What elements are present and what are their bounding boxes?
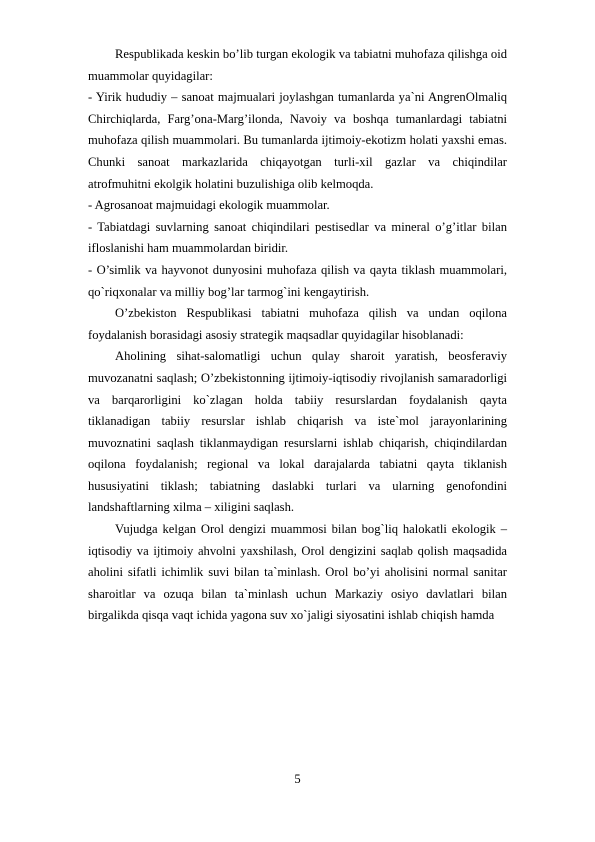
paragraph-3: - Agrosanoat majmuidagi ekologik muammolar. — [88, 198, 330, 213]
paragraph-6: O’zbekiston Respublikasi tabiatni muhofaza qilish va undan oqilona foydalanish borasidagi asosiy strategik maqsadlar quyidagilar hisoblanadi: — [88, 306, 507, 342]
paragraph-2: - Yirik hududiy – sanoat majmualari joylashgan tumanlarda ya`ni AngrenOlmaliq Chirchiqlarda, Farg’ona-Marg’ilonda, Navoiy va boshqa tumanlardagi tabiatni muhofaza qilish muammolari. Bu tumanlarda ijtimoiy-ekotizm holati yaxshi emas. Chunki sanoat markazlarida chiqayotgan turli-xil gazlar va chiqindilar atrofmuhitni ekolgik holatini buzulishiga olib kelmoqda. — [88, 90, 507, 191]
page-number: 5 — [294, 772, 301, 786]
paragraph-7: Aholining sihat-salomatligi uchun qulay sharoit yaratish, beosferaviy muvozanatni saqlash; O’zbekistonning ijtimoiy-iqtisodiy rivojlanish samaradorligi va barqarorligini ko`zlagan holda tabiiy resurslardan foydalanish qayta tiklanadigan tabiiy resurslar ishlab chiqarish va iste`mol jarayonlarining muvoznatini saqlash tiklanmaydigan resurslarni ishlab chiqarish, chiqindilardan oqilona foydalanish; regional va lokal darajalarda tabiatni qayta tiklanish hususiyatini tiklash; tabiatning daslabki turlari va ularning genofondini landshaftlarning xilma – xiligini saqlash. — [88, 349, 507, 515]
paragraph-8: Vujudga kelgan Orol dengizi muammosi bilan bog`liq halokatli ekologik – iqtisodiy va ijtimoiy ahvolni yaxshilash, Orol dengizini saqlab qolish maqsadida aholini sifatli ichimlik suvi bilan ta`minlash. Orol bo’yi aholisini normal sanitar sharoitlar va ozuqa bilan ta`minlash uchun Markaziy osiyo davlatlari bilan birgalikda qisqa vaqt ichida yagona suv xo`jaligi siyosatini ishlab chiqish hamda — [88, 522, 507, 623]
paragraph-5: - O’simlik va hayvonot dunyosini muhofaza qilish va qayta tiklash muammolari, qo`riqxonalar va milliy bog’lar tarmog`ini kengaytirish. — [88, 262, 507, 299]
paragraph-1: Respublikada keskin bo’lib turgan ekologik va tabiatni muhofaza qilishga oid muammolar quyidagilar: — [88, 47, 507, 83]
paragraph-4: - Tabiatdagi suvlarning sanoat chiqindilari pestisedlar va mineral o’g’itlar bilan ifloslanishi ham muammolardan biridir. — [88, 219, 507, 256]
document-body — [88, 44, 507, 627]
